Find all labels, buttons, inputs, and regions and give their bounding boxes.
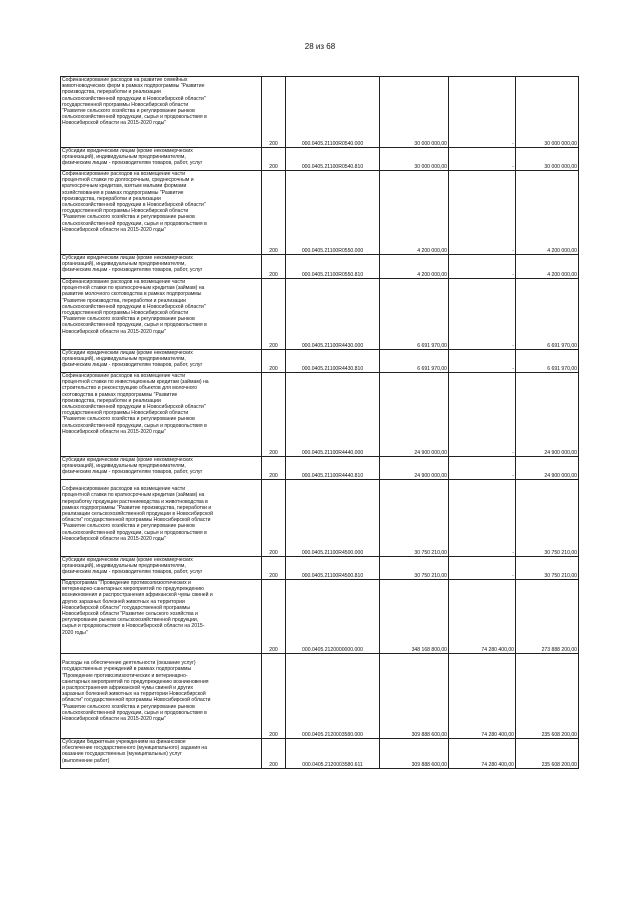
- table-row: [61, 739, 579, 769]
- row-amount-cell: 348 168 800,00: [380, 580, 449, 654]
- row-code-cell: 200: [262, 654, 286, 739]
- table-row: [61, 279, 579, 350]
- table-row: [61, 148, 579, 171]
- row-total-cell: 235 608 200,00: [516, 654, 579, 739]
- row-kbk-cell: 000.0405.2120003580.000: [286, 654, 380, 739]
- row-code-cell: 200: [262, 480, 286, 557]
- row-change-cell: -: [449, 171, 516, 255]
- row-change-cell: -: [449, 557, 516, 580]
- row-amount-cell: 30 000 000,00: [380, 148, 449, 171]
- row-change-cell: -: [449, 373, 516, 457]
- row-change-cell: 74 280 400,00: [449, 580, 516, 654]
- row-amount-cell: 4 200 000,00: [380, 255, 449, 279]
- row-description-cell: Субсидии бюджетным учреждениям на финансовое обеспечение государственного (муниципального) задания на оказание государственных (муниципальных) услуг (выполнение работ): [61, 739, 262, 769]
- row-code-cell: 200: [262, 350, 286, 373]
- table-row: [61, 77, 579, 148]
- row-change-cell: 74 280 400,00: [449, 654, 516, 739]
- row-change-cell: -: [449, 350, 516, 373]
- row-change-cell: -: [449, 148, 516, 171]
- row-amount-cell: 4 200 000,00: [380, 171, 449, 255]
- row-kbk-cell: 000.0405.2120000000.000: [286, 580, 380, 654]
- row-kbk-cell: 000.0405.21100R0540.810: [286, 148, 380, 171]
- row-code-cell: 200: [262, 171, 286, 255]
- row-change-cell: -: [449, 77, 516, 148]
- row-description-cell: Софинансирование расходов на развитие семейных животноводческих ферм в рамках подпрограммы "Развитие производства, переработки и реализации сельскохозяйственной продукции в Новосибирской области" государственной программы Новосибирской области "Развитие сельского хозяйства и регулирование рынков сельскохозяйственной продукции, сырья и продовольствия в Новосибирской области на 2015-2020 годы": [61, 77, 262, 148]
- row-description-cell: Софинансирование расходов на возмещение части процентной ставки по долгосрочным, среднесрочным и краткосрочным кредитам, взятым малыми формами хозяйствования в рамках подпрограммы "Развитие производства, переработки и реализации сельскохозяйственной продукции в Новосибирской области" государственной программы Новосибирской области "Развитие сельского хозяйства и регулирование рынков сельскохозяйственной продукции, сырья и продовольствия в Новосибирской области на 2015-2020 годы": [61, 171, 262, 255]
- row-total-cell: 4 200 000,00: [516, 171, 579, 255]
- row-change-cell: -: [449, 457, 516, 480]
- row-code-cell: 200: [262, 457, 286, 480]
- table-row: [61, 480, 579, 557]
- table-row: [61, 171, 579, 255]
- row-kbk-cell: 000.0405.21100R0550.000: [286, 171, 380, 255]
- row-amount-cell: 6 691 970,00: [380, 350, 449, 373]
- row-description-cell: Подпрограмма "Проведение противоэпизоотических и ветеринарно-санитарных мероприятий по предупреждению возникновения и распространения африканской чумы свиней и других заразных болезней животных на территории Новосибирской области" государственной программы Новосибирской области "Развитие сельского хозяйства и регулирование рынков сельскохозяйственной продукции, сырья и продовольствия в Новосибирской области на 2015- 2020 годы": [61, 580, 262, 654]
- row-code-cell: 200: [262, 255, 286, 279]
- row-description-cell: Субсидии юридическим лицам (кроме некоммерческих организаций), индивидуальным предпринимателям, физическим лицам - производителям товаров, работ, услуг: [61, 557, 262, 580]
- row-amount-cell: 6 691 970,00: [380, 279, 449, 350]
- row-total-cell: 6 691 970,00: [516, 279, 579, 350]
- row-description-cell: Софинансирование расходов на возмещение части процентной ставки по краткосрочным кредитам (займам) на переработку продукции растениеводства и животноводства в рамках подпрограммы "Развитие производства, переработки и реализации сельскохозяйственной продукции в Новосибирской области" государственной программы Новосибирской области "Развитие сельского хозяйства и регулирование рынков сельскохозяйственной продукции, сырья и продовольствия в Новосибирской области на 2015-2020 годы": [61, 480, 262, 557]
- row-total-cell: 30 000 000,00: [516, 77, 579, 148]
- table-row: [61, 373, 579, 457]
- row-amount-cell: 24 900 000,00: [380, 373, 449, 457]
- table-row: [61, 457, 579, 480]
- row-code-cell: 200: [262, 77, 286, 148]
- row-total-cell: 4 200 000,00: [516, 255, 579, 279]
- budget-table: [60, 76, 579, 769]
- row-description-cell: Расходы на обеспечение деятельности (оказание услуг) государственных учреждений в рамках подпрограммы "Проведение противоэпизоотических и ветеринарно- санитарных мероприятий по предупреждению возникновения и распространения африканской чумы свиней и других заразных болезней животных на территории Новосибирской области" государственной программы Новосибирской области "Развитие сельского хозяйства и регулирование рынков сельскохозяйственной продукции, сырья и продовольствия в Новосибирской области на 2015-2020 годы": [61, 654, 262, 739]
- row-kbk-cell: 000.0405.21100R4440.810: [286, 457, 380, 480]
- row-change-cell: -: [449, 279, 516, 350]
- table-row: [61, 255, 579, 279]
- row-description-cell: Субсидии юридическим лицам (кроме некоммерческих организаций), индивидуальным предпринимателям, физическим лицам - производителям товаров, работ, услуг: [61, 255, 262, 279]
- row-total-cell: 24 900 000,00: [516, 457, 579, 480]
- table-row: [61, 580, 579, 654]
- row-kbk-cell: 000.0405.21100R4500.810: [286, 557, 380, 580]
- row-amount-cell: 309 888 600,00: [380, 739, 449, 769]
- row-change-cell: -: [449, 480, 516, 557]
- row-code-cell: 200: [262, 580, 286, 654]
- row-code-cell: 200: [262, 279, 286, 350]
- row-kbk-cell: 000.0405.21100R0550.810: [286, 255, 380, 279]
- row-total-cell: 6 691 970,00: [516, 350, 579, 373]
- table-row: [61, 654, 579, 739]
- row-amount-cell: 30 750 210,00: [380, 480, 449, 557]
- row-description-cell: Субсидии юридическим лицам (кроме некоммерческих организаций), индивидуальным предпринимателям, физическим лицам - производителям товаров, работ, услуг: [61, 148, 262, 171]
- row-kbk-cell: 000.0405.21100R0540.000: [286, 77, 380, 148]
- row-description-cell: Софинансирование расходов на возмещение части процентной ставки по инвестиционным кредитам (займам) на строительство и реконструкцию объектов для молочного скотоводства в рамках подпрограммы "Развитие производства, переработки и реализации сельскохозяйственной продукции в Новосибирской области" государственной программы Новосибирской области "Развитие сельского хозяйства и регулирование рынков сельскохозяйственной продукции, сырья и продовольствия в Новосибирской области на 2015-2020 годы": [61, 373, 262, 457]
- row-total-cell: 30 750 210,00: [516, 480, 579, 557]
- row-kbk-cell: 000.0405.2120003580.611: [286, 739, 380, 769]
- row-kbk-cell: 000.0405.21100R4440.000: [286, 373, 380, 457]
- row-description-cell: Субсидии юридическим лицам (кроме некоммерческих организаций), индивидуальным предпринимателям, физическим лицам - производителям товаров, работ, услуг: [61, 457, 262, 480]
- row-change-cell: -: [449, 255, 516, 279]
- row-total-cell: 273 888 200,00: [516, 580, 579, 654]
- page-number: 28 из 68: [304, 42, 336, 51]
- table-row: [61, 350, 579, 373]
- row-code-cell: 200: [262, 557, 286, 580]
- row-amount-cell: 30 750 210,00: [380, 557, 449, 580]
- row-kbk-cell: 000.0405.21100R4430.810: [286, 350, 380, 373]
- row-description-cell: Софинансирование расходов на возмещение части процентной ставки по краткосрочным кредитам (займам) на развитие молочного скотоводства в рамках подпрограммы "Развитие производства, переработки и реализации сельскохозяйственной продукции в Новосибирской области" государственной программы Новосибирской области "Развитие сельского хозяйства и регулирование рынков сельскохозяйственной продукции, сырья и продовольствия в Новосибирской области на 2015-2020 годы": [61, 279, 262, 350]
- table-row: [61, 557, 579, 580]
- row-amount-cell: 309 888 600,00: [380, 654, 449, 739]
- row-total-cell: 24 900 000,00: [516, 373, 579, 457]
- row-change-cell: 74 280 400,00: [449, 739, 516, 769]
- row-total-cell: 235 608 200,00: [516, 739, 579, 769]
- row-amount-cell: 24 900 000,00: [380, 457, 449, 480]
- row-kbk-cell: 000.0405.21100R4430.000: [286, 279, 380, 350]
- row-code-cell: 200: [262, 148, 286, 171]
- row-kbk-cell: 000.0405.21100R4500.000: [286, 480, 380, 557]
- row-total-cell: 30 000 000,00: [516, 148, 579, 171]
- row-code-cell: 200: [262, 739, 286, 769]
- row-description-cell: Субсидии юридическим лицам (кроме некоммерческих организаций), индивидуальным предпринимателям, физическим лицам - производителям товаров, работ, услуг: [61, 350, 262, 373]
- row-amount-cell: 30 000 000,00: [380, 77, 449, 148]
- row-code-cell: 200: [262, 373, 286, 457]
- row-total-cell: 30 750 210,00: [516, 557, 579, 580]
